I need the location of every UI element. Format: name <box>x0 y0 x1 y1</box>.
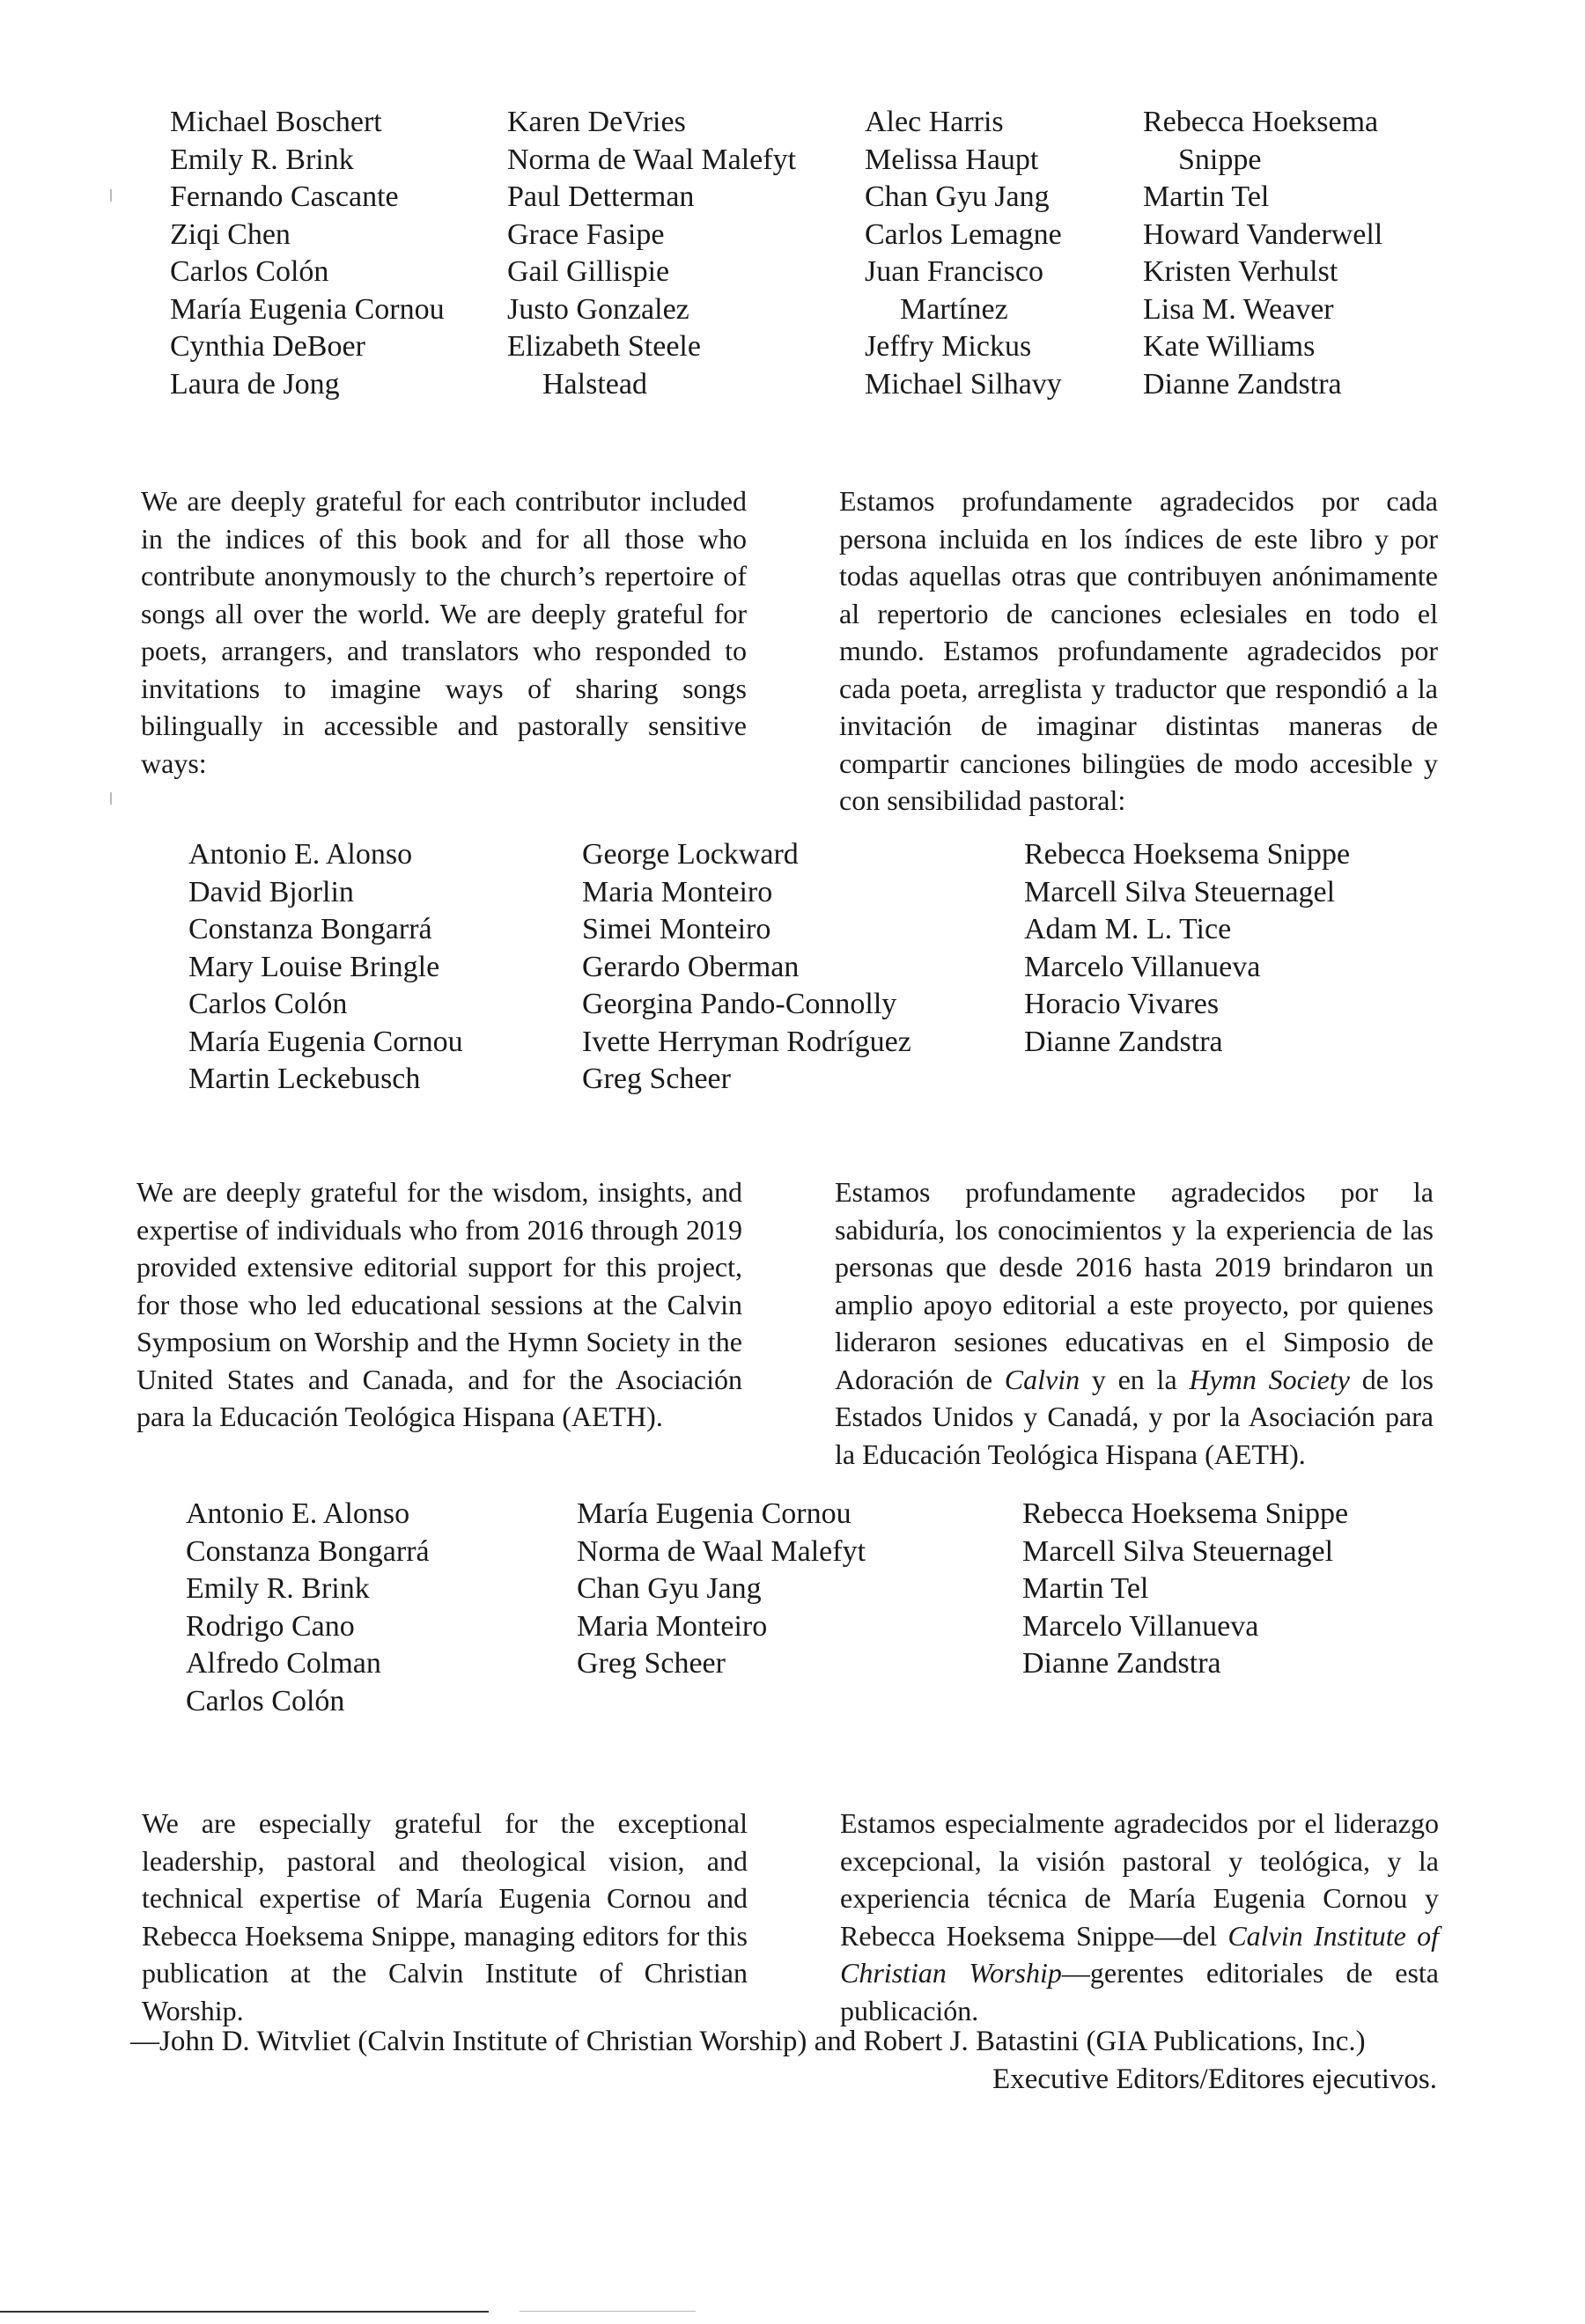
text-run: Estamos especialmente agradecidos por el liderazgo excepcional, la visión pastoral y teológica, y la experiencia técnica de María Eugenia Cornou y Rebecca Hoeksema Snippe—del <box>840 1807 1439 1952</box>
name-item: Cynthia DeBoer <box>170 330 365 363</box>
names-section1-col2 <box>507 104 796 403</box>
paragraph-editors-es <box>840 1805 1439 2029</box>
name-item: Simei Monteiro <box>582 913 771 945</box>
name-item: Rebecca Hoeksema Snippe <box>1022 1497 1349 1530</box>
text-run: —gerentes editoriales de esta publicación. <box>840 1957 1440 2026</box>
name-item: Karen DeVries <box>507 106 686 138</box>
name-item: Rodrigo Cano <box>186 1609 355 1643</box>
names-section3-col1 <box>186 1496 430 1720</box>
name-item: Martin Tel <box>1143 180 1270 213</box>
name-item: Howard Vanderwell <box>1143 217 1383 251</box>
name-item: Dianne Zandstra <box>1024 1025 1223 1058</box>
name-item: Jeffry Mickus <box>865 330 1032 363</box>
name-item: Antonio E. Alonso <box>188 838 413 871</box>
signature-line-1: —John D. Witvliet (Calvin Institute of Christian Worship) and Robert J. Batastini (GIA Publications, Inc.) <box>130 2026 1366 2057</box>
text-run-italic: Calvin Institute of Christian Worship <box>840 1919 1440 1989</box>
signature-line-2: Executive Editors/Editores ejecutivos. <box>992 2063 1437 2095</box>
name-item: Fernando Cascante <box>170 180 399 213</box>
names-section1-col4 <box>1143 104 1382 403</box>
name-item: Maria Monteiro <box>577 1609 768 1643</box>
name-item: Ivette Herryman Rodríguez <box>582 1025 911 1058</box>
name-item: Marcelo Villanueva <box>1022 1609 1259 1643</box>
name-item: María Eugenia Cornou <box>188 1025 463 1058</box>
name-item: Horacio Vivares <box>1024 988 1220 1020</box>
name-item: Norma de Waal Malefyt <box>507 143 797 176</box>
name-item: Greg Scheer <box>582 1063 731 1095</box>
paragraph-text: Estamos profundamente agradecidos por cada persona incluida en los índices de este libro y por todas aquellas otras que contribuyen anónimamente al repertorio de canciones eclesiales en todo el mundo. Estamos profundamente agradecidos por cada poeta, arreglista y traductor que respondió a la invitación de imaginar distintas maneras de compartir canciones bilingües de modo accesible y con sensibilidad pastoral: <box>839 485 1438 816</box>
name-item: Elizabeth Steele <box>507 330 701 363</box>
name-item: Emily R. Brink <box>186 1572 370 1605</box>
name-item: María Eugenia Cornou <box>170 292 445 326</box>
name-item: Marcell Silva Steuernagel <box>1024 875 1336 908</box>
name-item: Melissa Haupt <box>865 143 1039 176</box>
name-item: Carlos Colón <box>170 255 329 288</box>
name-item: Rebecca Hoeksema <box>1143 106 1379 138</box>
name-item: Ziqi Chen <box>170 217 291 251</box>
paragraph-text <box>835 1173 1434 1473</box>
names-section2-col1 <box>188 836 463 1099</box>
margin-mark <box>110 792 112 805</box>
text-run: Estamos profundamente agradecidos por la sabiduría, los conocimientos y la experiencia de las personas que desde 2016 hasta 2019 brindaron un amplio apoyo editorial a este proyecto, por quienes lideraron sesiones educativas en el Simposio de Adoración de <box>835 1176 1434 1395</box>
name-item: Lisa M. Weaver <box>1143 292 1334 326</box>
name-item: Marcell Silva Steuernagel <box>1022 1534 1334 1568</box>
name-item: Norma de Waal Malefyt <box>577 1534 866 1568</box>
names-section3-col3 <box>1022 1496 1348 1683</box>
name-item: Greg Scheer <box>577 1647 726 1680</box>
name-item: Carlos Lemagne <box>865 217 1062 251</box>
name-item: Maria Monteiro <box>582 875 773 908</box>
margin-mark <box>110 189 112 202</box>
name-item: Alec Harris <box>865 106 1004 138</box>
paragraph-contributors-en <box>141 482 747 782</box>
name-item: Juan Francisco <box>865 255 1044 288</box>
name-item: Justo Gonzalez <box>507 292 689 326</box>
name-item: Grace Fasipe <box>507 217 665 251</box>
name-item: Alfredo Colman <box>186 1647 381 1680</box>
name-item: Carlos Colón <box>188 988 348 1020</box>
text-run: de los Estados Unidos y Canadá, y por la Asociación para la Educación Teológica Hispana (AETH). <box>835 1363 1434 1470</box>
name-item: Constanza Bongarrá <box>186 1534 430 1568</box>
name-item: Georgina Pando-Connolly <box>582 988 897 1020</box>
name-item: George Lockward <box>582 838 799 871</box>
name-item: Emily R. Brink <box>170 143 354 176</box>
name-item: Gerardo Oberman <box>582 950 800 983</box>
names-section2-col2 <box>582 836 911 1099</box>
paragraph-contributors-es <box>839 482 1438 820</box>
name-item: María Eugenia Cornou <box>577 1497 851 1530</box>
name-item: Kate Williams <box>1143 330 1316 363</box>
name-item: Chan Gyu Jang <box>577 1572 762 1605</box>
names-section1-col1 <box>170 104 445 403</box>
name-item: Martin Tel <box>1022 1572 1149 1605</box>
name-item: Snippe <box>1178 143 1262 176</box>
paragraph-editorial-en <box>136 1173 742 1436</box>
name-item: Halstead <box>542 367 647 401</box>
bottom-rule <box>0 2311 489 2313</box>
name-item: Antonio E. Alonso <box>186 1497 410 1530</box>
paragraph-text: We are deeply grateful for the wisdom, insights, and expertise of individuals who from 2016 through 2019 provided extensive editorial support for this project, for those who led educational sessions at the Calvin Symposium on Worship and the Hymn Society in the United States and Canada, and for the Asociación para la Educación Teológica Hispana (AETH). <box>136 1176 742 1432</box>
name-item: Dianne Zandstra <box>1022 1647 1221 1680</box>
name-item: Constanza Bongarrá <box>188 913 432 945</box>
text-run-italic: Calvin <box>1004 1363 1080 1395</box>
names-section2-col3 <box>1024 836 1350 1061</box>
name-item: Gail Gillispie <box>507 255 670 288</box>
name-item: Kristen Verhulst <box>1143 255 1338 288</box>
name-item: David Bjorlin <box>188 875 354 908</box>
text-run: y en la <box>1080 1363 1190 1395</box>
text-run-italic: Hymn Society <box>1189 1363 1350 1395</box>
name-item: Michael Silhavy <box>865 367 1062 401</box>
name-item: Carlos Colón <box>186 1684 345 1717</box>
bottom-rule-faint <box>520 2311 696 2312</box>
name-item: Adam M. L. Tice <box>1024 913 1232 945</box>
name-item: Martin Leckebusch <box>188 1063 421 1095</box>
name-item: Michael Boschert <box>170 106 382 138</box>
paragraph-text: We are deeply grateful for each contributor included in the indices of this book and for all those who contribute anonymously to the church’s repertoire of songs all over the world. We are deeply grateful for poets, arrangers, and translators who responded to invitations to imagine ways of sharing songs bilingually in accessible and pastorally sensitive ways: <box>141 485 747 779</box>
name-item: Mary Louise Bringle <box>188 950 440 983</box>
name-item: Paul Detterman <box>507 180 695 213</box>
name-item: Dianne Zandstra <box>1143 367 1342 401</box>
names-section1-col3 <box>865 104 1062 403</box>
paragraph-editorial-es <box>835 1173 1434 1473</box>
name-item: Chan Gyu Jang <box>865 180 1050 213</box>
paragraph-text <box>840 1805 1439 2029</box>
name-item: Laura de Jong <box>170 367 340 401</box>
names-section3-col2 <box>577 1496 866 1683</box>
name-item: Martínez <box>900 292 1008 326</box>
name-item: Marcelo Villanueva <box>1024 950 1261 983</box>
paragraph-editors-en <box>142 1805 748 2029</box>
paragraph-text: We are especially grateful for the exceptional leadership, pastoral and theological vision, and technical expertise of María Eugenia Cornou and Rebecca Hoeksema Snippe, managing editors for this publication at the Calvin Institute of Christian Worship. <box>142 1807 748 2026</box>
name-item: Rebecca Hoeksema Snippe <box>1024 838 1351 871</box>
